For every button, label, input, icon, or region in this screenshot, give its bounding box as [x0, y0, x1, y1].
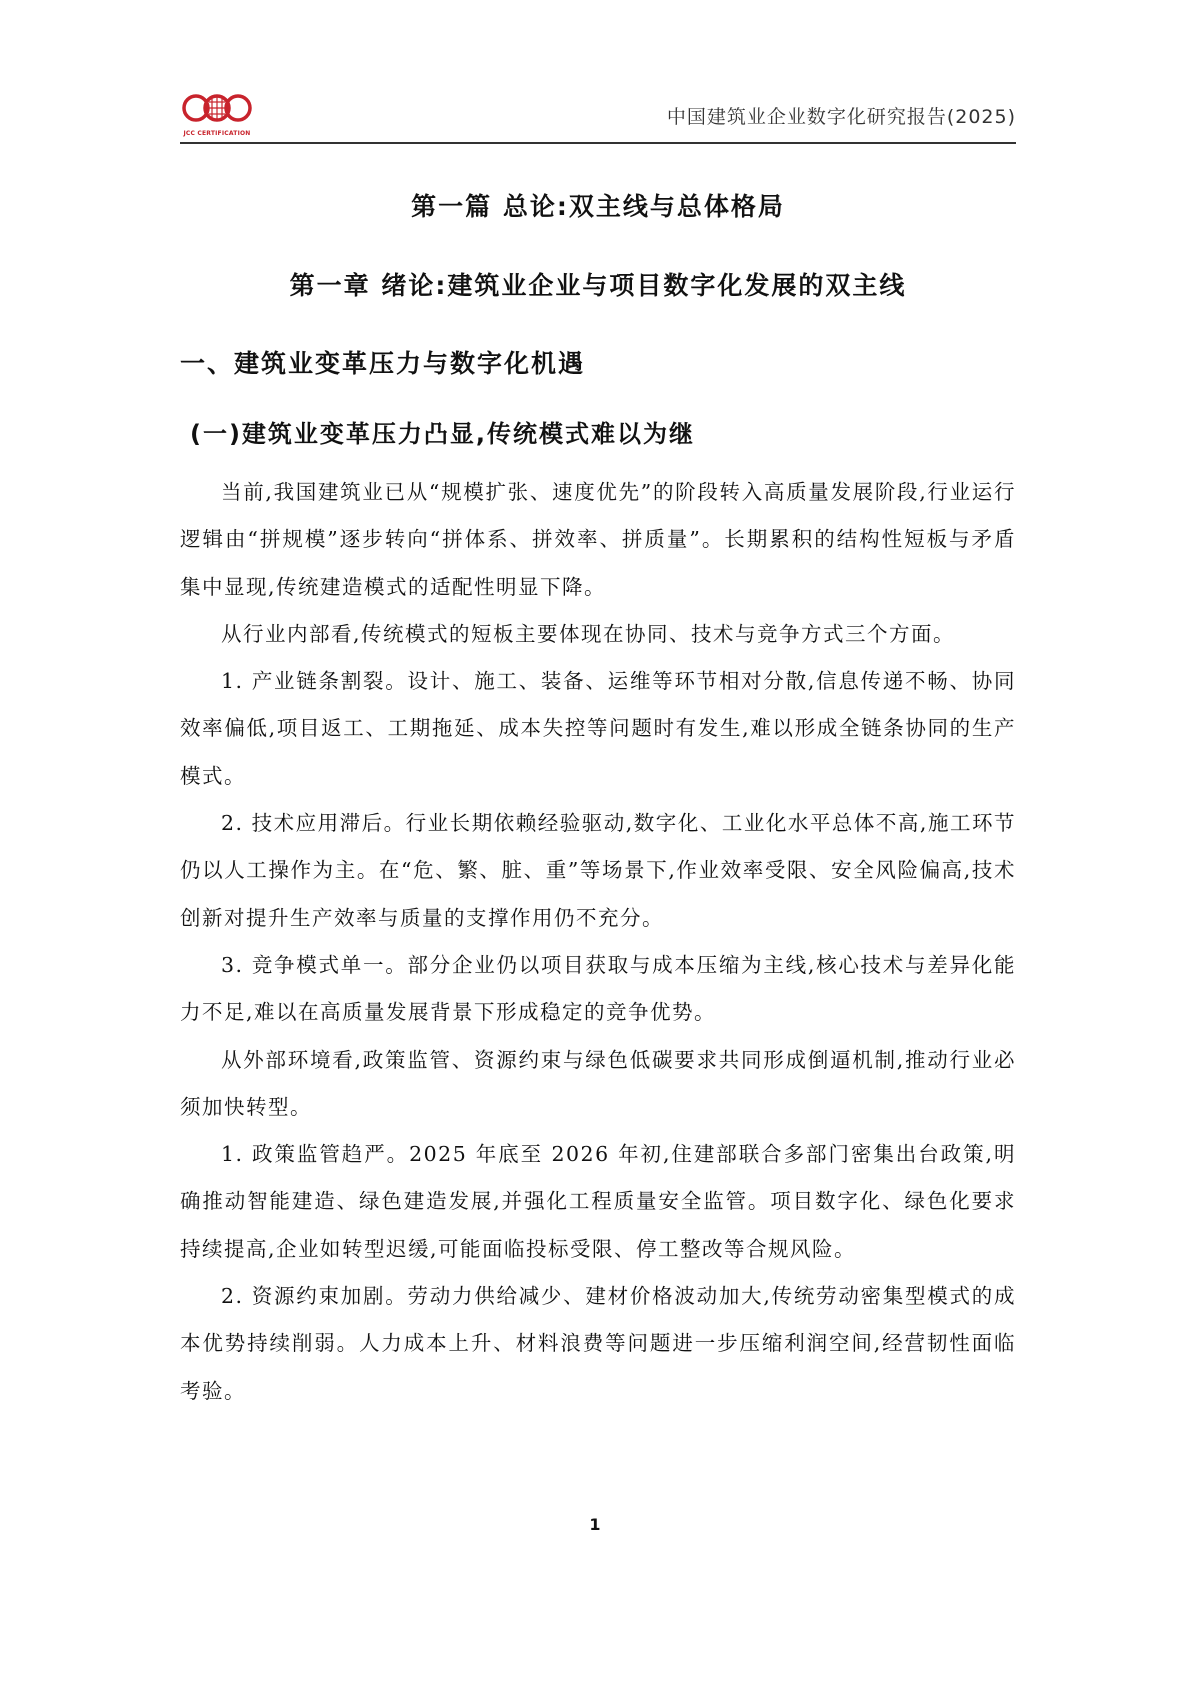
list-paragraph: 1. 产业链条割裂。设计、施工、装备、运维等环节相对分散,信息传递不畅、协同效率偏低,项目返工、工期拖延、成本失控等问题时有发生,难以形成全链条协同的生产模式。: [180, 669, 1016, 788]
paragraph: 从外部环境看,政策监管、资源约束与绿色低碳要求共同形成倒逼机制,推动行业必须加快转型。: [180, 1047, 1016, 1119]
chapter-title: 第一章 绪论:建筑业企业与项目数字化发展的双主线: [289, 271, 907, 300]
page-header: [180, 88, 1016, 144]
jcc-logo: [180, 92, 254, 136]
paragraph: 当前,我国建筑业已从“规模扩张、速度优先”的阶段转入高质量发展阶段,行业运行逻辑由“拼规模”逐步转向“拼体系、拼效率、拼质量”。长期累积的结构性短板与矛盾集中显现,传统建造模式的适配性明显下降。: [180, 480, 1016, 599]
body-text: [180, 469, 1016, 1415]
list-paragraph: 1. 政策监管趋严。2025 年底至 2026 年初,住建部联合多部门密集出台政策,明确推动智能建造、绿色建造发展,并强化工程质量安全监管。项目数字化、绿色化要求持续提高,企业如转型迟缓,可能面临投标受限、停工整改等合规风险。: [180, 1142, 1016, 1261]
list-paragraph: 2. 资源约束加剧。劳动力供给减少、建材价格波动加大,传统劳动密集型模式的成本优势持续削弱。人力成本上升、材料浪费等问题进一步压缩利润空间,经营韧性面临考验。: [180, 1284, 1016, 1403]
page-content: [180, 190, 1016, 1415]
logo-caption: JCC CERTIFICATION: [183, 130, 251, 137]
jcc-rings-icon: [180, 92, 254, 128]
list-paragraph: 3. 竞争模式单一。部分企业仍以项目获取与成本压缩为主线,核心技术与差异化能力不足,难以在高质量发展背景下形成稳定的竞争优势。: [180, 952, 1016, 1025]
header-divider: [180, 142, 1016, 144]
running-header-title: 中国建筑业企业数字化研究报告(2025): [666, 106, 1016, 128]
part-title: 第一篇 总论:双主线与总体格局: [411, 192, 785, 221]
subsection-heading: (一)建筑业变革压力凸显,传统模式难以为继: [190, 420, 696, 448]
list-paragraph: 2. 技术应用滞后。行业长期依赖经验驱动,数字化、工业化水平总体不高,施工环节仍以人工操作为主。在“危、繁、脏、重”等场景下,作业效率受限、安全风险偏高,技术创新对提升生产效率与质量的支撑作用仍不充分。: [180, 811, 1016, 930]
page-number: 1: [589, 1515, 601, 1534]
section-heading: 一、建筑业变革压力与数字化机遇: [180, 349, 586, 378]
paragraph: 从行业内部看,传统模式的短板主要体现在协同、技术与竞争方式三个方面。: [221, 621, 956, 646]
